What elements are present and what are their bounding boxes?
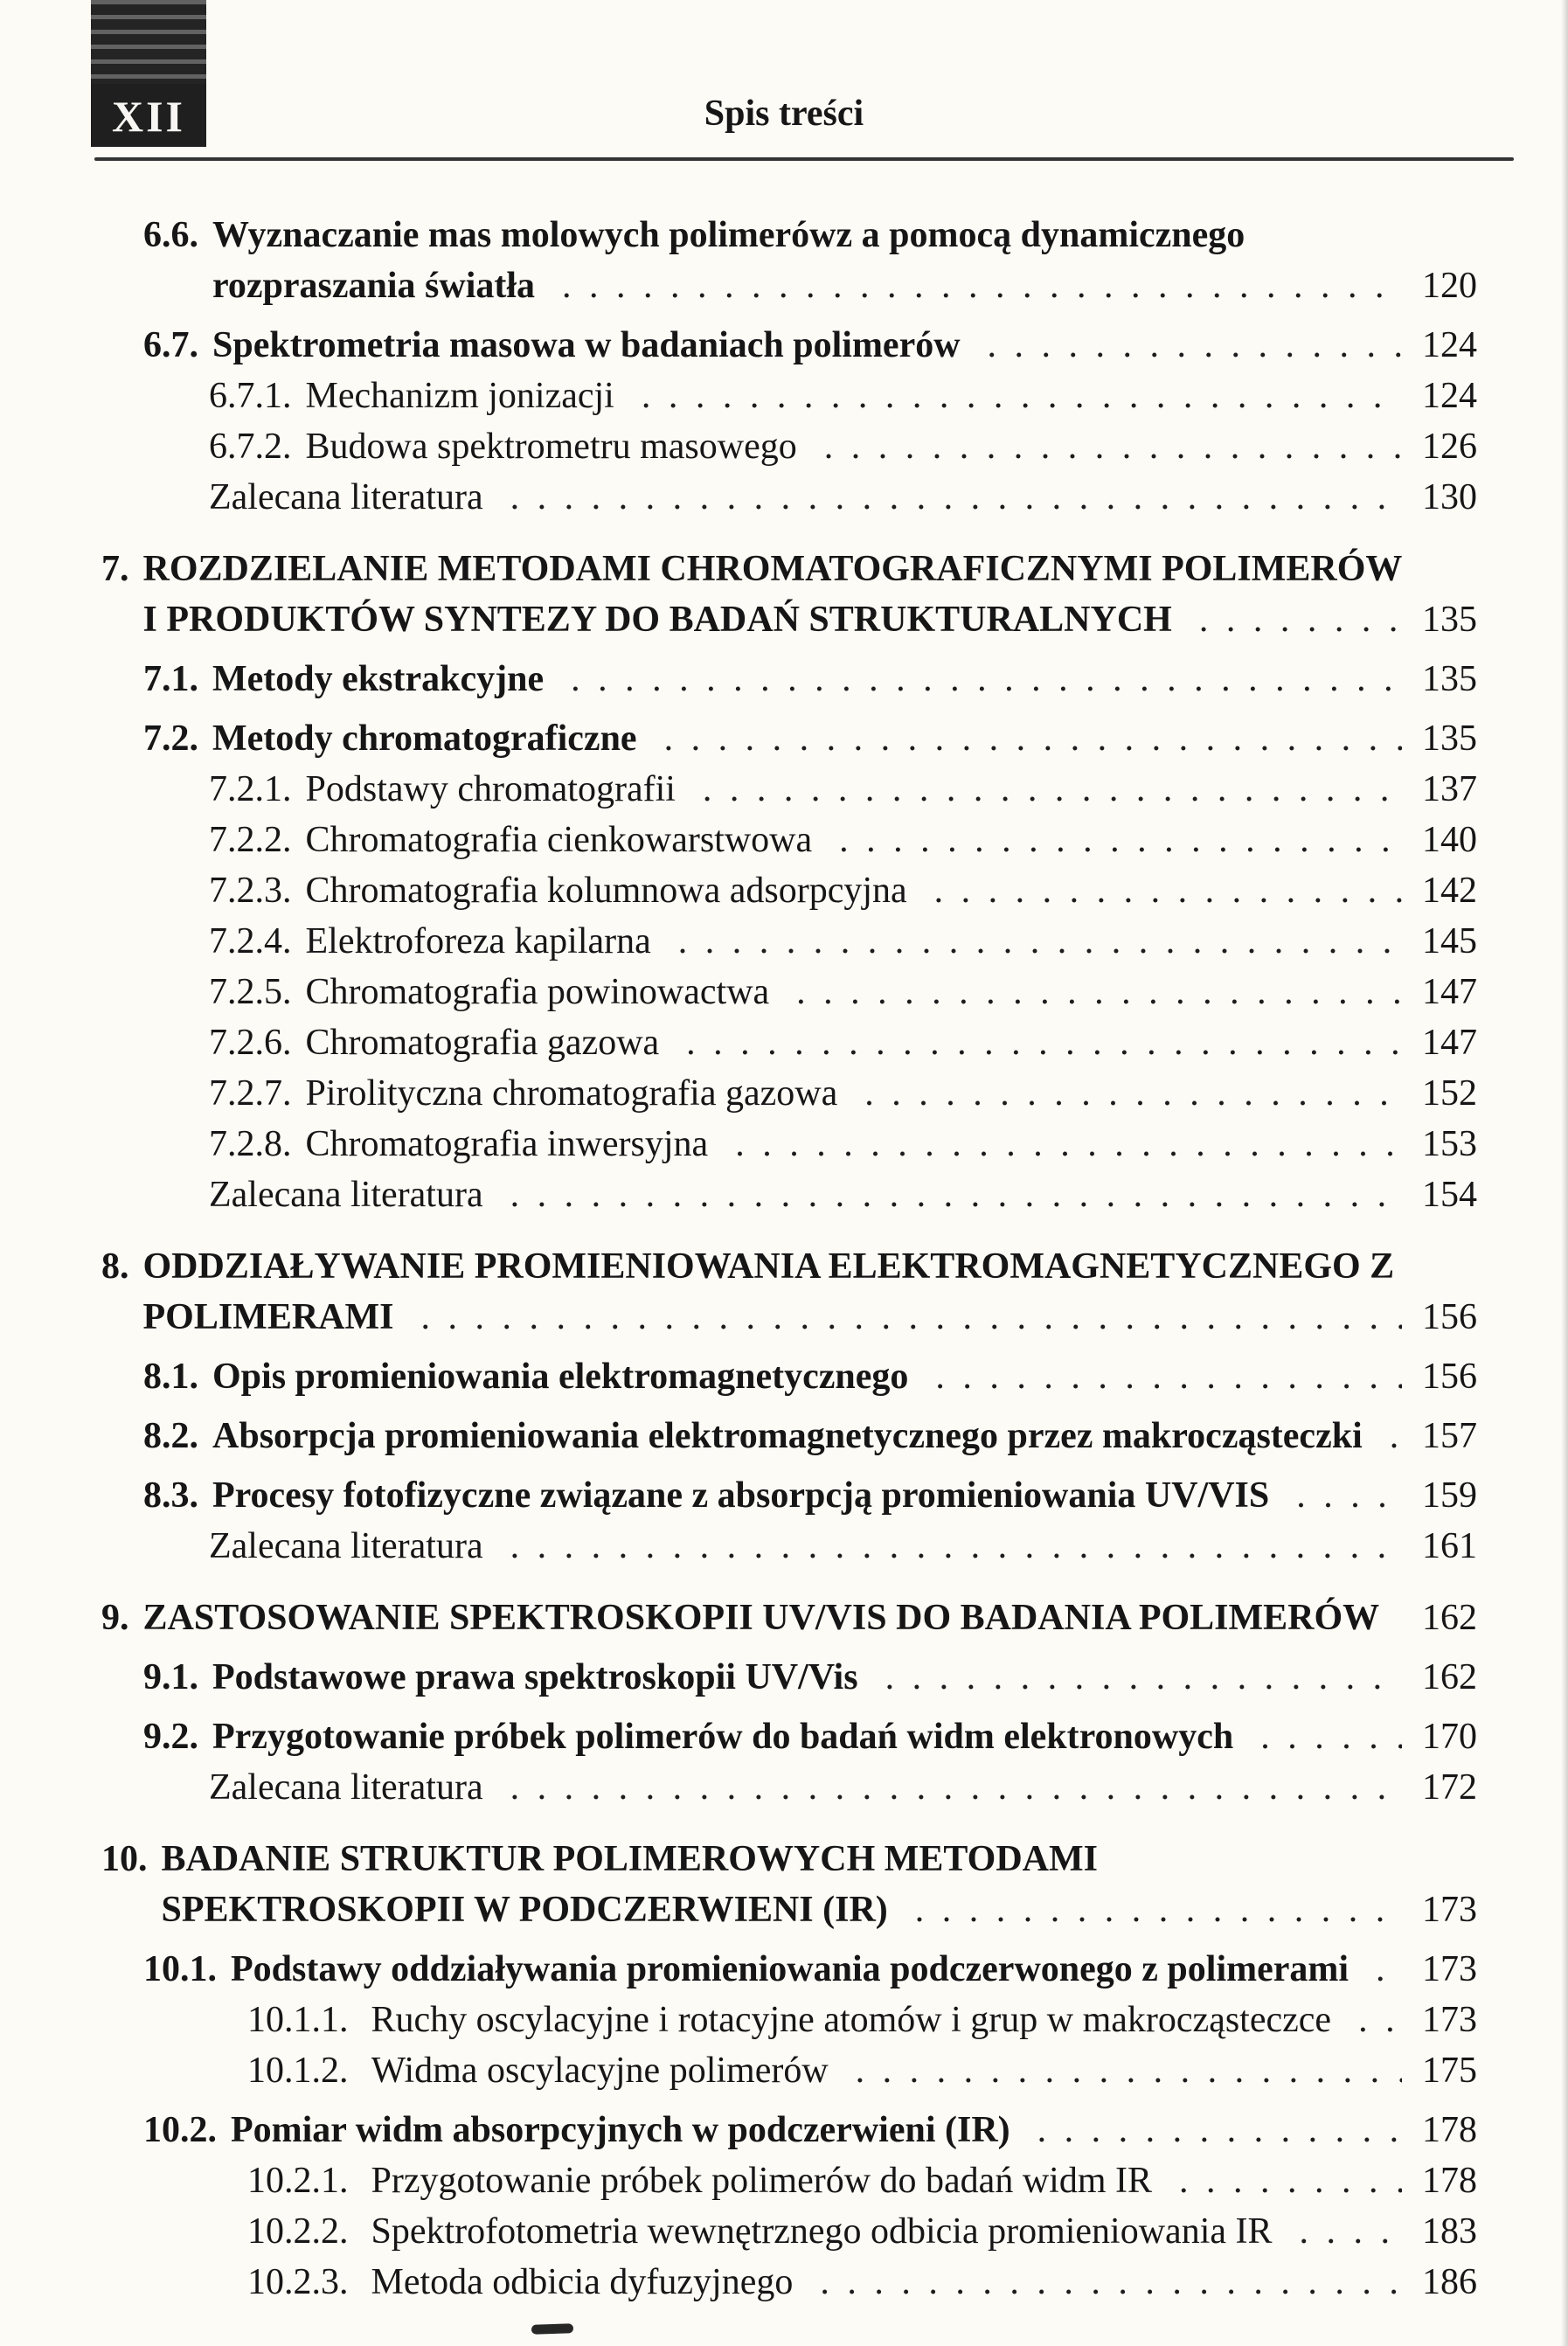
toc-entry-title: Chromatografia inwersyjna . . .	[306, 1119, 1403, 1170]
toc-entry	[143, 2105, 1477, 2155]
toc-entry-title: Zalecana literatura . . .	[209, 1762, 1402, 1813]
toc-entry-page: 153	[1422, 1124, 1477, 1164]
toc-entry-title: Chromatografia powinowactwa . . .	[306, 967, 1403, 1017]
toc	[0, 161, 1568, 2308]
toc-entry-page: 135	[1422, 659, 1477, 699]
toc-entry-title: Ruchy oscylacyjne i rotacyjne atomów i grup w makrocząsteczce . . .	[371, 1995, 1403, 2045]
toc-entry	[101, 1834, 1477, 1935]
toc-entry-page: 142	[1422, 871, 1477, 911]
toc-entry-title: Opis promieniowania elektromagnetycznego . . .	[212, 1351, 1402, 1402]
toc-entry-number: 7.2.	[143, 718, 198, 759]
toc-entry	[209, 967, 1477, 1017]
toc-entry	[143, 654, 1477, 704]
toc-entry-title: Zalecana literatura . . .	[209, 1170, 1402, 1220]
toc-entry-page: 170	[1422, 1717, 1477, 1757]
toc-entry	[143, 320, 1477, 371]
toc-entry-page: 124	[1422, 376, 1477, 416]
toc-entry-page: 130	[1422, 477, 1477, 517]
toc-entry-number: 7.2.8.	[209, 1124, 292, 1164]
toc-entry-page: 137	[1422, 769, 1477, 809]
toc-entry-title: Mechanizm jonizacji . . .	[306, 371, 1403, 421]
toc-entry-page: 147	[1422, 972, 1477, 1012]
toc-entry-page: 135	[1422, 600, 1477, 640]
toc-entry-title: Podstawy chromatografii . . .	[306, 764, 1403, 815]
toc-entry-title: BADANIE STRUKTUR POLIMEROWYCH METODAMI SPEKTROSKOPII W PODCZERWIENI (IR) . . .	[162, 1834, 1403, 1935]
toc-entry-title: Zalecana literatura . . .	[209, 472, 1402, 523]
page-header	[0, 0, 1568, 136]
toc-entry-number: 6.7.1.	[209, 376, 292, 416]
toc-entry-number: 10.2.1.	[247, 2161, 349, 2201]
toc-entry	[101, 1241, 1477, 1343]
toc-entry	[247, 2257, 1477, 2308]
toc-entry-number: 10.1.2.	[247, 2051, 349, 2091]
toc-entry	[209, 865, 1477, 916]
toc-entry-page: 147	[1422, 1023, 1477, 1063]
toc-block	[101, 1411, 1477, 1461]
toc-entry-number: 7.2.4.	[209, 921, 292, 961]
toc-entry-number: 9.2.	[143, 1717, 198, 1757]
toc-entry-title: Zalecana literatura . . .	[209, 1521, 1402, 1572]
toc-entry-number: 8.	[101, 1246, 129, 1287]
toc-entry	[247, 2045, 1477, 2096]
toc-entry-page: 183	[1422, 2211, 1477, 2252]
toc-entry-title: Wyznaczanie mas molowych polimerówz a pomocą dynamicznego rozpraszania światła . . .	[212, 210, 1402, 311]
toc-entry-page: 120	[1422, 266, 1477, 306]
toc-block	[101, 1470, 1477, 1572]
toc-block	[101, 1241, 1477, 1343]
toc-block	[101, 1834, 1477, 1935]
toc-entry	[143, 1411, 1477, 1461]
toc-entry	[209, 371, 1477, 421]
toc-entry-title: Budowa spektrometru masowego . . .	[306, 421, 1403, 472]
toc-entry-page: 178	[1422, 2110, 1477, 2150]
toc-block	[101, 1593, 1477, 1643]
toc-block	[101, 1944, 1477, 2096]
toc-entry-title: Metoda odbicia dyfuzyjnego . . .	[371, 2257, 1403, 2308]
toc-entry-title: Procesy fotofizyczne związane z absorpcją promieniowania UV/VIS . . .	[212, 1470, 1402, 1521]
toc-entry	[143, 1470, 1477, 1521]
toc-entry	[209, 1170, 1477, 1220]
toc-entry-page: 126	[1422, 427, 1477, 467]
toc-block	[101, 654, 1477, 704]
toc-entry-number: 7.2.1.	[209, 769, 292, 809]
toc-entry-page: 161	[1422, 1526, 1477, 1566]
toc-entry-page: 152	[1422, 1073, 1477, 1114]
toc-entry-number: 10.	[101, 1839, 148, 1879]
toc-entry-number: 7.2.6.	[209, 1023, 292, 1063]
toc-entry	[143, 1944, 1477, 1995]
toc-entry-number: 8.2.	[143, 1416, 198, 1456]
toc-entry-page: 173	[1422, 2000, 1477, 2040]
toc-block	[101, 2105, 1477, 2308]
toc-entry-number: 10.2.2.	[247, 2211, 349, 2252]
toc-entry-number: 9.1.	[143, 1657, 198, 1697]
toc-entry-title: Pomiar widm absorpcyjnych w podczerwieni (IR) . . .	[231, 2105, 1402, 2155]
toc-entry	[247, 2155, 1477, 2206]
toc-entry	[209, 916, 1477, 967]
toc-entry	[209, 1521, 1477, 1572]
toc-entry-title: Przygotowanie próbek polimerów do badań widm elektronowych . . .	[212, 1711, 1402, 1762]
toc-block	[101, 320, 1477, 523]
toc-block	[101, 210, 1477, 311]
toc-entry-title: Absorpcja promieniowania elektromagnetycznego przez makrocząsteczki . . .	[212, 1411, 1402, 1461]
toc-entry-page: 172	[1422, 1767, 1477, 1808]
toc-entry	[143, 210, 1477, 311]
toc-block	[101, 713, 1477, 1220]
toc-entry-page: 186	[1422, 2262, 1477, 2302]
toc-entry-number: 8.1.	[143, 1357, 198, 1397]
toc-entry-number: 7.2.7.	[209, 1073, 292, 1114]
toc-entry-title: ROZDZIELANIE METODAMI CHROMATOGRAFICZNYMI POLIMERÓW I PRODUKTÓW SYNTEZY DO BADAŃ STRUKTURALNYCH . . .	[143, 544, 1403, 645]
toc-entry-page: 162	[1422, 1657, 1477, 1697]
toc-entry-number: 10.1.1.	[247, 2000, 349, 2040]
toc-entry-page: 145	[1422, 921, 1477, 961]
toc-entry-title: Spektrofotometria wewnętrznego odbicia promieniowania IR . . .	[371, 2206, 1403, 2257]
toc-entry-number: 10.2.	[143, 2110, 217, 2150]
toc-entry-number: 7.	[101, 549, 129, 589]
toc-entry-number: 6.6.	[143, 215, 198, 255]
toc-entry	[209, 421, 1477, 472]
toc-entry	[209, 764, 1477, 815]
toc-entry	[143, 713, 1477, 764]
toc-entry	[101, 1593, 1477, 1643]
toc-entry-number: 8.3.	[143, 1475, 198, 1516]
toc-entry-title: Podstawowe prawa spektroskopii UV/Vis . . .	[212, 1652, 1402, 1703]
toc-entry-number: 10.2.3.	[247, 2262, 349, 2302]
toc-block	[101, 544, 1477, 645]
toc-entry-number: 6.7.2.	[209, 427, 292, 467]
toc-entry	[247, 2206, 1477, 2257]
toc-entry	[143, 1711, 1477, 1762]
toc-entry-number: 7.2.2.	[209, 820, 292, 860]
toc-block	[101, 1351, 1477, 1402]
toc-entry	[143, 1652, 1477, 1703]
toc-entry-title: Elektroforeza kapilarna . . .	[306, 916, 1403, 967]
page-number-label: XII	[111, 92, 186, 141]
toc-entry-page: 140	[1422, 820, 1477, 860]
toc-entry-title: Chromatografia kolumnowa adsorpcyjna . . .	[306, 865, 1403, 916]
toc-entry-page: 173	[1422, 1890, 1477, 1930]
toc-entry-title: ODDZIAŁYWANIE PROMIENIOWANIA ELEKTROMAGNETYCZNEGO Z POLIMERAMI . . .	[143, 1241, 1403, 1343]
toc-entry-title: Spektrometria masowa w badaniach polimerów . . .	[212, 320, 1402, 371]
toc-entry-number: 7.2.3.	[209, 871, 292, 911]
toc-entry-title: Chromatografia cienkowarstwowa . . .	[306, 815, 1403, 865]
toc-entry	[209, 1017, 1477, 1068]
toc-entry-page: 159	[1422, 1475, 1477, 1516]
toc-entry	[143, 1351, 1477, 1402]
toc-entry-number: 9.	[101, 1598, 129, 1638]
toc-entry-page: 156	[1422, 1297, 1477, 1337]
toc-entry-number: 7.1.	[143, 659, 198, 699]
toc-entry-number: 10.1.	[143, 1949, 217, 1989]
toc-entry-page: 178	[1422, 2161, 1477, 2201]
toc-entry	[247, 1995, 1477, 2045]
toc-block	[101, 1652, 1477, 1703]
toc-entry-title: Metody chromatograficzne . . .	[212, 713, 1402, 764]
toc-entry-page: 135	[1422, 718, 1477, 759]
toc-entry-page: 124	[1422, 325, 1477, 365]
toc-entry-title: Chromatografia gazowa . . .	[306, 1017, 1403, 1068]
toc-entry-number: 6.7.	[143, 325, 198, 365]
toc-entry	[209, 1119, 1477, 1170]
toc-entry-title: Pirolityczna chromatografia gazowa . . .	[306, 1068, 1403, 1119]
toc-entry	[209, 1068, 1477, 1119]
toc-entry-title: Przygotowanie próbek polimerów do badań widm IR . . .	[371, 2155, 1403, 2206]
toc-entry-page: 175	[1422, 2051, 1477, 2091]
toc-entry-title: Metody ekstrakcyjne . . .	[212, 654, 1402, 704]
page-corner-tab	[91, 0, 206, 147]
toc-entry-page: 154	[1422, 1175, 1477, 1215]
scan-artifact	[531, 2323, 573, 2335]
toc-entry-title: ZASTOSOWANIE SPEKTROSKOPII UV/VIS DO BADANIA POLIMERÓW . . .	[143, 1593, 1403, 1643]
toc-entry-title: Podstawy oddziaływania promieniowania podczerwonego z polimerami . . .	[231, 1944, 1402, 1995]
toc-entry-page: 157	[1422, 1416, 1477, 1456]
toc-entry-page: 173	[1422, 1949, 1477, 1989]
toc-block	[101, 1711, 1477, 1813]
toc-entry	[101, 544, 1477, 645]
toc-entry	[209, 815, 1477, 865]
toc-entry-number: 7.2.5.	[209, 972, 292, 1012]
toc-entry-page: 156	[1422, 1357, 1477, 1397]
toc-entry-page: 162	[1422, 1598, 1477, 1638]
toc-entry-title: Widma oscylacyjne polimerów . . .	[371, 2045, 1403, 2096]
toc-entry	[209, 472, 1477, 523]
toc-entry	[209, 1762, 1477, 1813]
page-title: Spis treści	[704, 94, 864, 134]
